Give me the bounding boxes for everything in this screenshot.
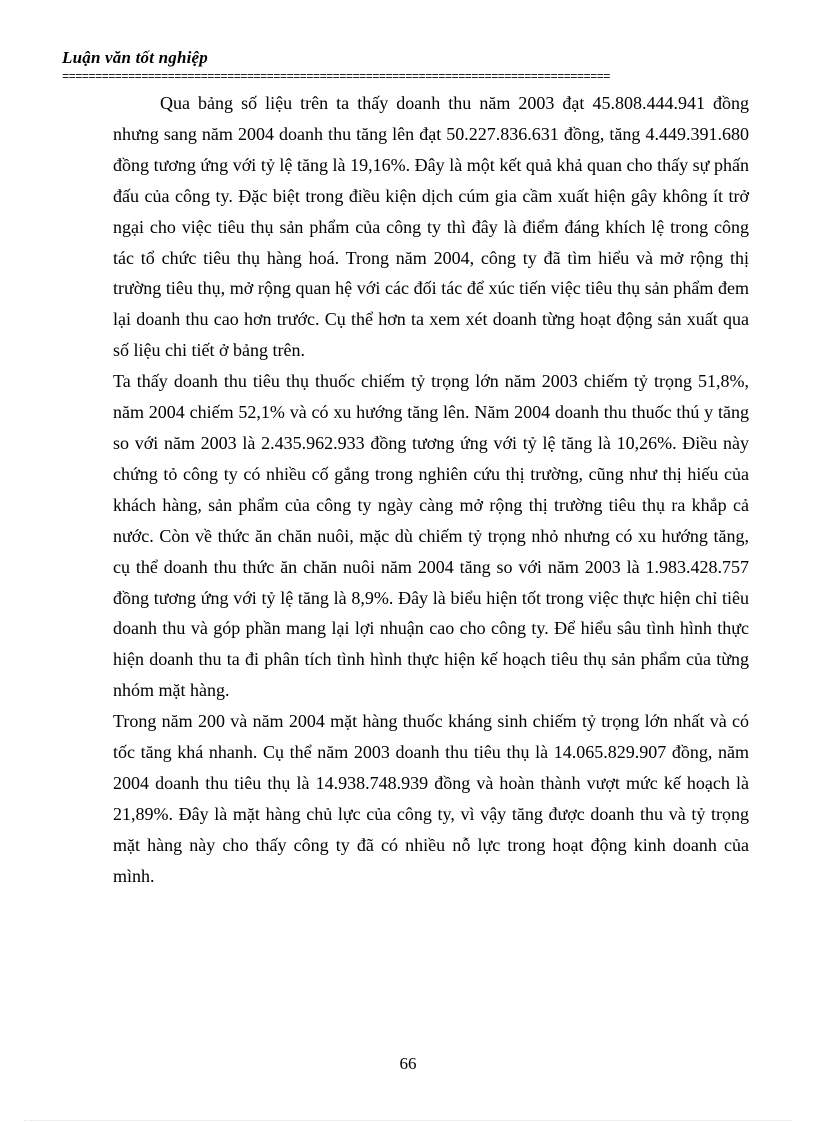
bottom-divider <box>24 1120 792 1121</box>
header-divider-rule: =================================================================================== <box>62 70 610 84</box>
document-header-title: Luận văn tốt nghiệp <box>62 48 208 67</box>
paragraph-product-revenue: Ta thấy doanh thu tiêu thụ thuốc chiếm tỷ trọng lớn năm 2003 chiếm tỷ trọng 51,8%, năm 2004 chiếm 52,1% và có xu hướng tăng lên. Năm 2004 doanh thu thuốc thú y tăng so với năm 2003 là 2.435.962.933 đồng tương ứng với tỷ lệ tăng là 10,26%. Điều này chứng tỏ công ty có nhiều cố gắng trong nghiên cứu thị trường, cũng như thị hiếu của khách hàng, sản phẩm của công ty ngày càng mở rộng thị trường tiêu thụ ra khắp cả nước. Còn về thức ăn chăn nuôi, mặc dù chiếm tỷ trọng nhỏ nhưng có xu hướng tăng, cụ thể doanh thu thức ăn chăn nuôi năm 2004 tăng so với năm 2003 là 1.983.428.757 đồng tương ứng với tỷ lệ tăng là 8,9%. Đây là biểu hiện tốt trong việc thực hiện chỉ tiêu doanh thu và góp phần mang lại lợi nhuận cao cho công ty. Để hiểu sâu tình hình thực hiện doanh thu ta đi phân tích tình hình thực hiện kế hoạch tiêu thụ sản phẩm của từng nhóm mặt hàng. <box>113 371 749 701</box>
document-body <box>113 88 749 892</box>
paragraph-antibiotics-revenue: Trong năm 200 và năm 2004 mặt hàng thuốc kháng sinh chiếm tỷ trọng lớn nhất và có tốc tăng khá nhanh. Cụ thể năm 2003 doanh thu tiêu thụ là 14.065.829.907 đồng, năm 2004 doanh thu tiêu thụ là 14.938.748.939 đồng và hoàn thành vượt mức kế hoạch là 21,89%. Đây là mặt hàng chủ lực của công ty, vì vậy tăng được doanh thu và tỷ trọng mặt hàng này cho thấy công ty đã có nhiều nỗ lực trong hoạt động kinh doanh của mình. <box>113 711 749 886</box>
page-number: 66 <box>399 1054 417 1073</box>
paragraph-revenue-overview: Qua bảng số liệu trên ta thấy doanh thu năm 2003 đạt 45.808.444.941 đồng nhưng sang năm 2004 doanh thu tăng lên đạt 50.227.836.631 đồng, tăng 4.449.391.680 đồng tương ứng với tỷ lệ tăng là 19,16%. Đây là một kết quả khả quan cho thấy sự phấn đấu của công ty. Đặc biệt trong điều kiện dịch cúm gia cầm xuất hiện gây không ít trở ngại cho việc tiêu thụ sản phẩm của công ty thì đây là điểm đáng khích lệ trong công tác tổ chức tiêu thụ hàng hoá. Trong năm 2004, công ty đã tìm hiểu và mở rộng thị trường tiêu thụ, mở rộng quan hệ với các đối tác để xúc tiến việc tiêu thụ sản phẩm đem lại doanh thu cao hơn trước. Cụ thể hơn ta xem xét doanh từng hoạt động sản xuất qua số liệu chi tiết ở bảng trên. <box>113 93 749 361</box>
